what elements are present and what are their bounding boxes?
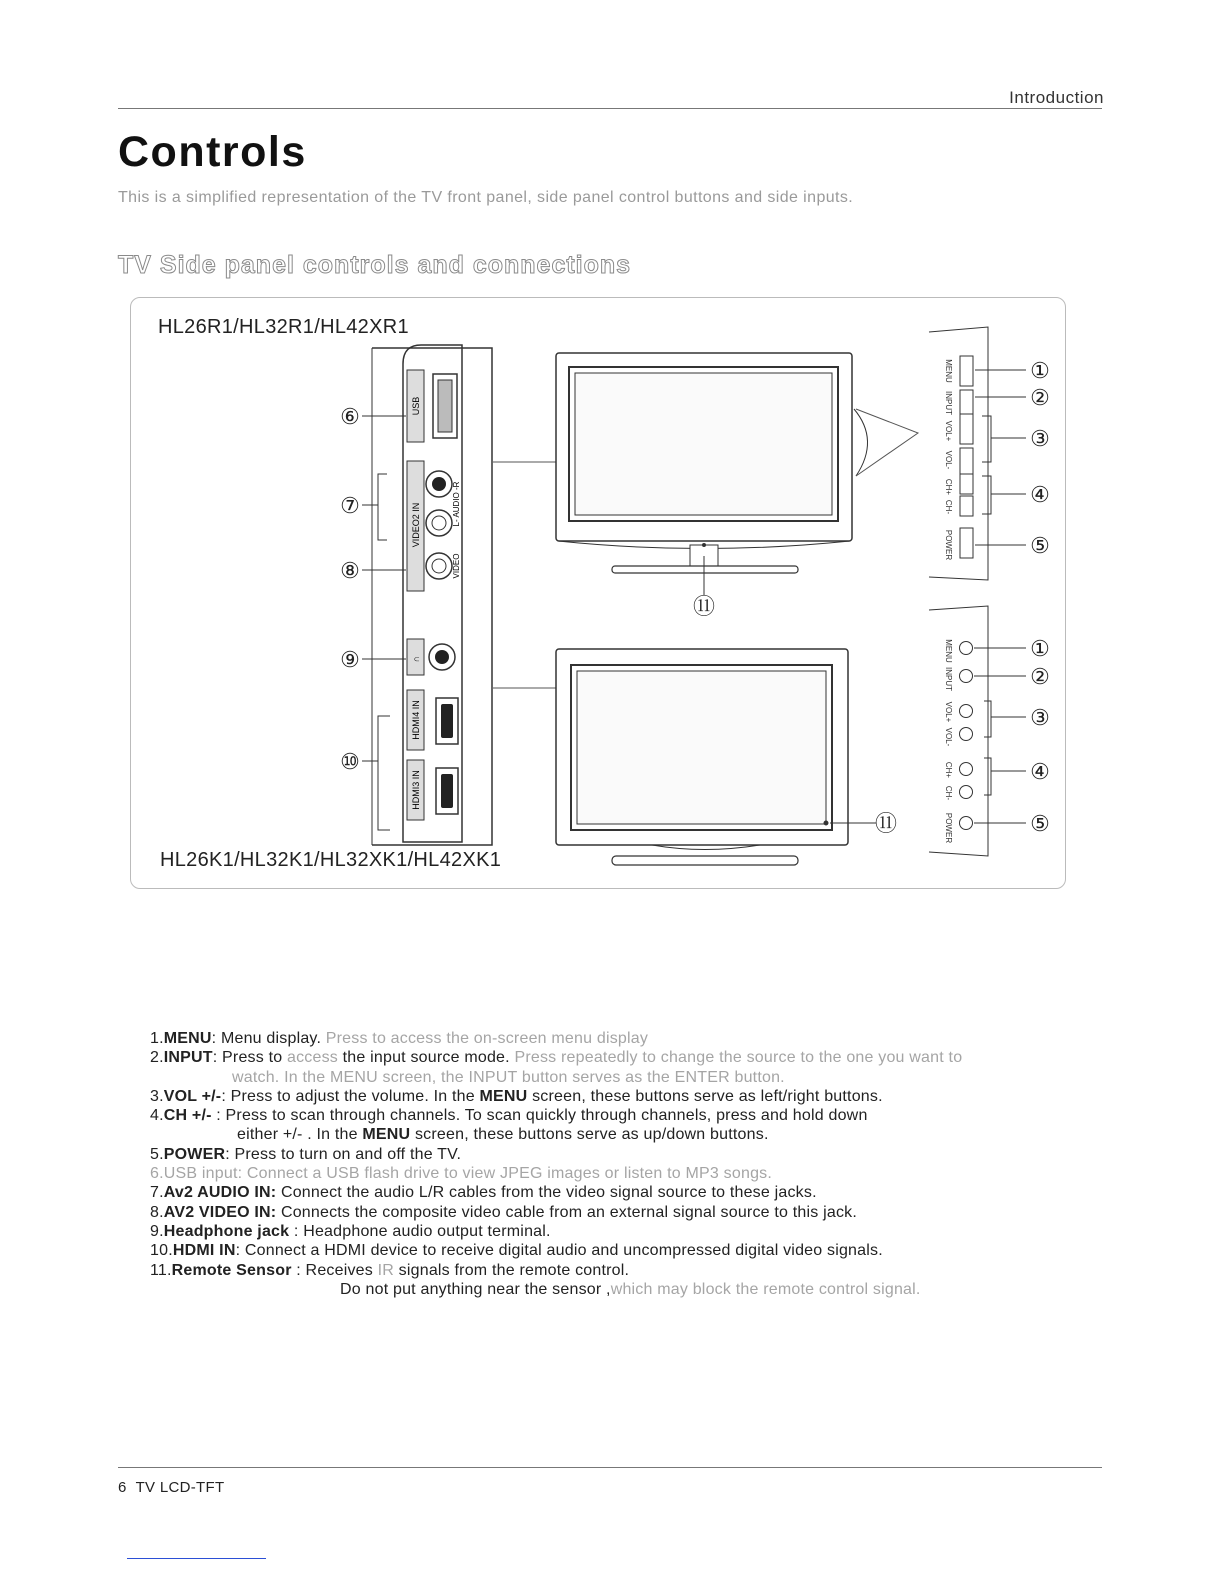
desc-vol: 3.VOL +/-: Press to adjust the volume. In the MENU screen, these buttons serve as left/right buttons. <box>150 1087 883 1105</box>
section-header: Introduction <box>1009 88 1104 107</box>
callout-1-bottom: ① <box>1030 636 1050 661</box>
panel-label-ch-minus: CH- <box>944 499 953 515</box>
side-jack-panel <box>372 345 492 845</box>
callout-8: ⑧ <box>340 558 360 583</box>
hdmi4-label: HDMI4 IN <box>411 700 421 740</box>
desc-ch-cont: either +/- . In the MENU screen, these buttons serve as up/down buttons. <box>237 1126 769 1144</box>
panel-label-menu-b: MENU <box>944 639 953 663</box>
section-subtitle: TV Side panel controls and connections <box>118 251 632 279</box>
desc-usb: 6.USB input: Connect a USB flash drive to view JPEG images or listen to MP3 songs. <box>150 1165 773 1183</box>
callout-4-bottom: ④ <box>1030 759 1050 784</box>
panel-label-vol-plus-b: VOL+ <box>944 701 953 723</box>
panel-label-vol-minus: VOL- <box>944 450 953 470</box>
model-label-top: HL26R1/HL32R1/HL42XR1 <box>158 316 409 338</box>
panel-label-input-b: INPUT <box>944 667 953 691</box>
desc-menu: 1.MENU: Menu display. Press to access the on-screen menu display <box>150 1030 649 1047</box>
desc-power: 5.POWER: Press to turn on and off the TV. <box>150 1145 462 1163</box>
panel-label-ch-minus-b: CH- <box>944 785 953 801</box>
desc-remote-sensor: 11.Remote Sensor : Receives IR signals from the remote control. <box>150 1261 630 1279</box>
footer-label: TV LCD-TFT <box>135 1479 225 1496</box>
panel-label-menu: MENU <box>944 359 953 383</box>
headphone-label: ∩ <box>411 655 421 663</box>
panel-label-input: INPUT <box>944 391 953 415</box>
hdmi3-label: HDMI3 IN <box>411 770 421 810</box>
desc-remote-sensor-cont: Do not put anything near the sensor ,which may block the remote control signal. <box>340 1280 921 1298</box>
video-label: VIDEO <box>452 553 461 579</box>
desc-av2-video: 8.AV2 VIDEO IN: Connects the composite video cable from an external signal source to this jack. <box>150 1203 858 1221</box>
callout-9: ⑨ <box>340 647 360 672</box>
callout-2-top: ② <box>1030 385 1050 410</box>
usb-port <box>407 370 457 442</box>
callout-4-top: ④ <box>1030 482 1050 507</box>
callout-3-bottom: ③ <box>1030 705 1050 730</box>
tv-bottom <box>556 649 848 865</box>
callout-11-bottom: ⑪ <box>874 811 898 836</box>
panel-label-ch-plus: CH+ <box>944 478 953 496</box>
page-footer <box>118 1479 224 1496</box>
callout-5-bottom: ⑤ <box>1030 811 1050 836</box>
panel-label-ch-plus-b: CH+ <box>944 761 953 779</box>
intro-text: This is a simplified representation of the TV front panel, side panel control buttons and side inputs. <box>118 189 854 206</box>
callout-2-bottom: ② <box>1030 664 1050 689</box>
panel-label-vol-minus-b: VOL- <box>944 727 953 747</box>
desc-input: 2.INPUT: Press to access the input source mode. Press repeatedly to change the source to the one you want to <box>150 1049 963 1067</box>
audio-label: L- AUDIO -R <box>452 481 461 527</box>
callout-7: ⑦ <box>340 493 360 518</box>
panel-label-vol-plus: VOL+ <box>944 420 953 442</box>
callout-6: ⑥ <box>340 404 360 429</box>
page-number: 6 <box>118 1479 127 1496</box>
left-callouts <box>362 416 406 830</box>
page-title: Controls <box>118 128 307 176</box>
desc-hdmi: 10.HDMI IN: Connect a HDMI device to receive digital audio and uncompressed digital video signals. <box>150 1242 883 1260</box>
footer-rule <box>118 1467 1102 1468</box>
control-strip-bottom <box>929 606 988 856</box>
desc-ch: 4.CH +/- : Press to scan through channels. To scan quickly through channels, press and hold down <box>150 1107 868 1125</box>
model-label-bottom: HL26K1/HL32K1/HL32XK1/HL42XK1 <box>160 849 502 871</box>
hdmi-ports <box>407 690 458 820</box>
panel-label-power-b: POWER <box>944 812 953 844</box>
av-jacks <box>407 461 461 591</box>
scan-mark-line <box>127 1558 266 1559</box>
callout-5-top: ⑤ <box>1030 533 1050 558</box>
panel-label-power: POWER <box>944 529 953 561</box>
usb-label: USB <box>411 396 421 416</box>
video2-in-label: VIDEO2 IN <box>411 502 421 548</box>
callout-10: ⑩ <box>340 749 360 774</box>
headphone-jack <box>407 639 455 675</box>
desc-input-cont: watch. In the MENU screen, the INPUT button serves as the ENTER button. <box>232 1068 785 1086</box>
control-strip-top <box>929 327 988 580</box>
controls-descriptions <box>150 1029 1110 1299</box>
callout-11-top: ⑪ <box>692 594 716 619</box>
tv-top <box>556 353 852 573</box>
desc-av2-audio: 7.Av2 AUDIO IN: Connect the audio L/R cables from the video signal source to these jacks. <box>150 1184 817 1202</box>
callout-1-top: ① <box>1030 358 1050 383</box>
callout-3-top: ③ <box>1030 426 1050 451</box>
desc-headphone: 9.Headphone jack : Headphone audio output terminal. <box>150 1222 551 1240</box>
